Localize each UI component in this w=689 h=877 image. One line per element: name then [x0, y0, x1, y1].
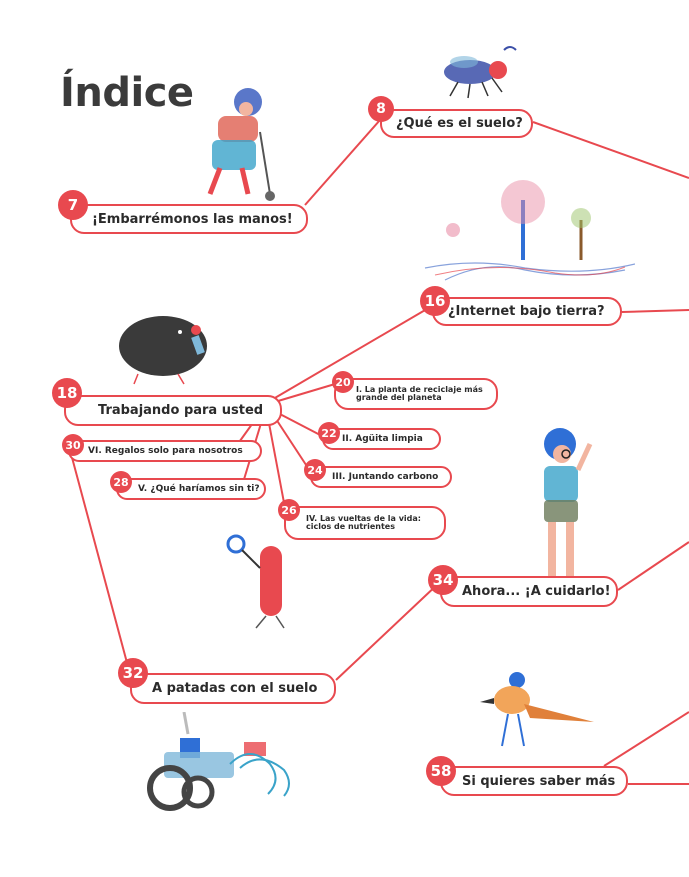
entry-20[interactable]: I. La planta de reciclaje más grande del planeta — [334, 378, 498, 410]
connector-line — [618, 542, 689, 590]
entry-7[interactable]: ¡Embarrémonos las manos! — [70, 204, 308, 234]
fly-illustration — [430, 40, 530, 100]
page-number-28: 28 — [110, 471, 132, 493]
bird-illustration — [472, 666, 602, 756]
page-number-20: 20 — [332, 371, 354, 393]
entry-28[interactable]: V. ¿Qué haríamos sin ti? — [116, 478, 266, 500]
entry-34[interactable]: Ahora... ¡A cuidarlo! — [440, 576, 618, 607]
connector-line — [622, 310, 689, 312]
entry-26[interactable]: IV. Las vueltas de la vida: ciclos de nutrientes — [284, 506, 446, 540]
page-number-58: 58 — [426, 756, 456, 786]
child-glasses-illustration — [528, 424, 600, 594]
page-number-34: 34 — [428, 565, 458, 595]
connector-line — [533, 122, 689, 178]
entry-16[interactable]: ¿Internet bajo tierra? — [432, 297, 622, 326]
connector-line — [268, 418, 285, 508]
page-number-8: 8 — [368, 96, 394, 122]
entry-32[interactable]: A patadas con el suelo — [130, 673, 336, 704]
entry-58[interactable]: Si quieres saber más — [440, 766, 628, 796]
page-number-32: 32 — [118, 658, 148, 688]
connector-line — [276, 412, 324, 437]
connector-line — [604, 712, 689, 766]
trees-roots-illustration — [415, 180, 635, 290]
page-number-22: 22 — [318, 422, 340, 444]
connector-line — [305, 120, 380, 205]
entry-18[interactable]: Trabajando para usted — [64, 395, 282, 426]
worm-magnifier-illustration — [212, 528, 302, 633]
entry-30[interactable]: VI. Regalos solo para nosotros — [68, 440, 262, 462]
page-number-16: 16 — [420, 286, 450, 316]
mole-illustration — [108, 296, 218, 386]
page-title: Índice — [60, 70, 194, 116]
entry-24[interactable]: III. Juntando carbono — [310, 466, 452, 488]
child-digging-illustration — [190, 82, 280, 202]
entry-8[interactable]: ¿Qué es el suelo? — [380, 109, 533, 138]
page-number-30: 30 — [62, 434, 84, 456]
page-number-7: 7 — [58, 190, 88, 220]
page-number-18: 18 — [52, 378, 82, 408]
tractor-illustration — [140, 712, 310, 817]
connector-line — [336, 582, 440, 680]
entry-22[interactable]: II. Agüita limpia — [322, 428, 441, 450]
page-number-24: 24 — [304, 459, 326, 481]
page-number-26: 26 — [278, 499, 300, 521]
